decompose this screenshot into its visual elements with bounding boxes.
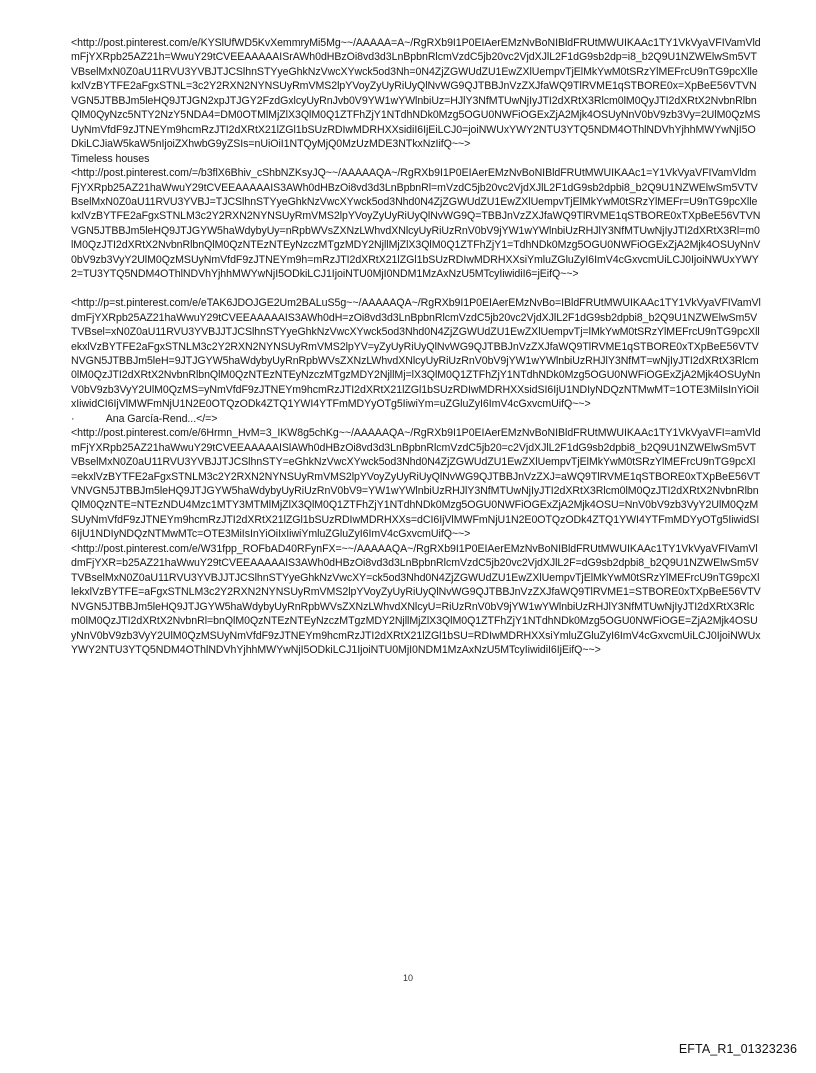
bullet-item-author: · Ana García-Rend...</=> (71, 412, 218, 425)
pinterest-link-paragraph: <http://post.pinterest.com/=/b3flX6Bhiv_cShbNZKsyJQ~~/AAAAAQA~/RgRXb9I1P0EIAerEMzNvBoNIBldFRUtMWUIKAAc1=Y1VkVyaVFIVamVldmFjYXRpb25AZ21haWwuY29tCVEEAAAAAIS3AWh0dHBzOi8vd3d3LnBpbnRl=mVzdC5jb20vc2VjdXJlL2F1dG9sb2dpbi8_b2Q9U1NZWElwSm5VTVBselMxN0Z0aU11RVU3YVBJ=TJCSlhnSTYyeGhkNzVwcXYwck5od3Nhd0N4ZjZGWUdZU1EwZXlUempvTjElMkYwM0tSRzYlMEFr=U9nTG9pcXllekxlVzBYTFE2aFgxSTNLM3c2Y2RXN2NYNSUyRmVMS2lpYVoyZyUyRiUyQlNvWG9Q=TBBJnVzZXJfaWQ9TlRVME1qSTBORE0xTXpBeE56VTVNVGN5JTBBJm5leHQ9JTJGYW5haWdybyUy=nRpbWVsZXNzLWhvdXNlcyUyRiUzRnV0bV9jYW1wYWlnbiUzRHJlY3NfMTUwNjIyJTI2dXRtX3Rl=m0lM0QzJTI2dXRtX2NvbnRlbnQlM0QzNTEzNTEyNzczMTgzMDY2NjllMjZlX3QlM0Q1ZTFhZjY1=TdhNDk0Mzg5OGU0NWFiOGExZjA2Mjk4OSUyNnV0bV9zb3VyY2UlM0QzMSUyNmVfdF9zJTNEYm9h=mRzJTI2dXRtX21lZGl1bSUzRDIwMDRHXXsiYmluZGluZyI6ImV4cGxvcmUiLCJ0IjoiNWUxYWY2=TU3YTQ5NDM4OThlNDVhYjhhMWYwNjI5ODkiLCJ1IjoiNTU0MjI0NDM1MzAxNzU5MTcyIiwidiI6=jEifQ~~> (71, 167, 761, 281)
document-body (71, 36, 761, 657)
pinterest-link-paragraph: <http://post.pinterest.com/e/KYSlUfWD5KvXemmryMi5Mg~~/AAAAA=A~/RgRXb9I1P0EIAerEMzNvBoNIBldFRUtMWUIKAAc1TY1VkVyaVFIVamVldmFjYXRpb25AZ21h=WwuY29tCVEEAAAAAISrAWh0dHBzOi8vd3d3LnBpbnRlcmVzdC5jb20vc2VjdXJlL2F1dG9sb2dp=i8_b2Q9U1NZWElwSm5VTVBselMxN0Z0aU11RVU3YVBJTJCSlhnSTYyeGhkNzVwcXYwck5od3Nh=0N4ZjZGWUdZU1EwZXlUempvTjElMkYwM0tSRzYlMEFrcU9nTG9pcXllekxlVzBYTFE2aFgxSTNL=3c2Y2RXN2NYNSUyRmVMS2lpYVoyZyUyRiUyQlNvWG9QJTBBJnVzZXJfaWQ9TlRVME1qSTBORE0x=XpBeE56VTVNVGN5JTBBJm5leHQ9JTJGN2xpJTJGY2FzdGxlcyUyRnJvb0V9YW1wYWlnbiUz=HJlY3NfMTUwNjIyJTI2dXRtX3Rlcm0lM0QyJTI2dXRtX2NvbnRlbnQlM0QyNzc5NTY2NzY5NDA4=DM0OTMlMjZlX3QlM0Q1ZTFhZjY1NTdhNDk0Mzg5OGU0NWFiOGExZjA2Mjk4OSUyNnV0bV9zb3Vy=2UlM0QzMSUyNmVfdF9zJTNEYm9hcmRzJTI2dXRtX21lZGl1bSUzRDIwMDRHXXsidiI6IjEiLCJ0=joiNWUxYWY2NTU3YTQ5NDM4OThlNDVhYjhhMWYwNjI5ODkiLCJiaW5kaW5nIjoiZXhwbG9yZSIs=nUiOiI1NTQyMjQ0MzUzMDE3NTkxNzIifQ~~> (71, 37, 761, 151)
document-id-footer: EFTA_R1_01323236 (678, 1042, 797, 1056)
pinterest-link-paragraph: <http://p=st.pinterest.com/e/eTAK6JDOJGE2Um2BALuS5g~~/AAAAAQA~/RgRXb9I1P0EIAerEMzNvBo=IBldFRUtMWUIKAAc1TY1VkVyaVFIVamVldmFjYXRpb25AZ21haWwuY29tCVEEAAAAAIS3AWh0dH=zOi8vd3d3LnBpbnRlcmVzdC5jb20vc2VjdXJlL2F1dG9sb2dpbi8_b2Q9U1NZWElwSm5VTVBsel=xN0Z0aU11RVU3YVBJJTJCSlhnSTYyeGhkNzVwcXYwck5od3Nhd0N4ZjZGWUdZU1EwZXlUempvTj=lMkYwM0tSRzYlMEFrcU9nTG9pcXllekxlVzBYTFE2aFgxSTNLM3c2Y2RXN2NYNSUyRmVMS2lpYV=yZyUyRiUyQlNvWG9QJTBBJnVzZXJfaWQ9TlRVME1qSTBORE0xTXpBeE56VTVNVGN5JTBBJm5leH=9JTJGYW5haWdybyUyRnRpbWVsZXNzLWhvdXNlcyUyRiUzRnV0bV9jYW1wYWlnbiUzRHJlY3NfMT=wNjIyJTI2dXRtX3Rlcm0lM0QzJTI2dXRtX2NvbnRlbnQlM0QzNTEzNTEyNzczMTgzMDY2NjllMj=lX3QlM0Q1ZTFhZjY1NTdhNDk0Mzg5OGU0NWFiOGExZjA2Mjk4OSUyNnV0bV9zb3VyY2UlM0QzMS=yNmVfdF9zJTNEYm9hcmRzJTI2dXRtX21lZGl1bSUzRDIwMDRHXXsidSI6IjU1NDIyNDQzNTMwMT=1OTE3MiIsInYiOiIxIiwidCI6IjVlMWFmNjU1N2E0OTQzODk4ZTQ1YWI4YTFmMDYyOTg5IiwiYm=uZGluZyI6ImV4cGxvcmUifQ~~> (71, 297, 761, 411)
page-number: 10 (402, 973, 413, 983)
pinterest-link-paragraph: <http://post.pinterest.com/e/6Hrmn_HvM=3_IKW8g5chKg~~/AAAAAQA~/RgRXb9I1P0EIAerEMzNvBoNIBldFRUtMWUIKAAc1TY1VkVyaVFI=amVldmFjYXRpb25AZ21haWwuY29tCVEEAAAAAISlAWh0dHBzOi8vd3d3LnBpbnRlcmVzdC5jb20=c2VjdXJlL2F1dG9sb2dpbi8_b2Q9U1NZWElwSm5VTVBselMxN0Z0aU11RVU3YVBJJTJCSlhnSTY=eGhkNzVwcXYwck5od3Nhd0N4ZjZGWUdZU1EwZXlUempvTjElMkYwM0tSRzYlMEFrcU9nTG9pcXl=ekxlVzBYTFE2aFgxSTNLM3c2Y2RXN2NYNSUyRmVMS2lpYVoyZyUyRiUyQlNvWG9QJTBBJnVzZXJ=aWQ9TlRVME1qSTBORE0xTXpBeE56VTVNVGN5JTBBJm5leHQ9JTJGYW5haWdybyUyRiUzRnV0bV9=YW1wYWlnbiUzRHJlY3NfMTUwNjIyJTI2dXRtX3Rlcm0lM0QzJTI2dXRtX2NvbnRlbnQlM0QzNTE=NTEzNDU4Mzc1MTY3MTMlMjZlX3QlM0Q1ZTFhZjY1NTdhNDk0Mzg5OGU0NWFiOGExZjA2Mjk4OSU=NnV0bV9zb3VyY2UlM0QzMSUyNmVfdF9zJTNEYm9hcmRzJTI2dXRtX21lZGl1bSUzRDIwMDRHXXs=dCI6IjVlMWFmNjU1N2E0OTQzODk4ZTQ1YWI4YTFmMDYyOTg5IiwidSI6IjU1NDIyNDQzNTMwMTc=OTE3MiIsInYiOiIxIiwiYmluZGluZyI6ImV4cGxvcmUifQ~~> (71, 427, 761, 541)
pinterest-link-paragraph: <http://post.pinterest.com/e/W31fpp_ROFbAD40RFynFX=~~/AAAAAQA~/RgRXb9I1P0EIAerEMzNvBoNIBldFRUtMWUIKAAc1TY1VkVyaVFIVamVldmFjYXR=b25AZ21haWwuY29tCVEEAAAAAIS3AWh0dHBzOi8vd3d3LnBpbnRlcmVzdC5jb20vc2VjdXJlL2F=dG9sb2dpbi8_b2Q9U1NZWElwSm5VTVBselMxN0Z0aU11RVU3YVBJJTJCSlhnSTYyeGhkNzVwcXY=ck5od3Nhd0N4ZjZGWUdZU1EwZXlUempvTjElMkYwM0tSRzYlMEFrcU9nTG9pcXllekxlVzBYTFE=aFgxSTNLM3c2Y2RXN2NYNSUyRmVMS2lpYVoyZyUyRiUyQlNvWG9QJTBBJnVzZXJfaWQ9TlRVME1=STBORE0xTXpBeE56VTVNVGN5JTBBJm5leHQ9JTJGYW5haWdybyUyRnRpbWVsZXNzLWhvdXNlcyU=RiUzRnV0bV9jYW1wYWlnbiUzRHJlY3NfMTUwNjIyJTI2dXRtX3Rlcm0lM0QzJTI2dXRtX2NvbnRl=bnQlM0QzNTEzNTEyNzczMTgzMDY2NjllMjZlX3QlM0Q1ZTFhZjY1NTdhNDk0Mzg5OGU0NWFiOGE=ZjA2Mjk4OSUyNnV0bV9zb3VyY2UlM0QzMSUyNmVfdF9zJTNEYm9hcmRzJTI2dXRtX21lZGl1bSU=RDIwMDRHXXsiYmluZGluZyI6ImV4cGxvcmUiLCJ0IjoiNWUxYWY2NTU3YTQ5NDM4OThlNDVhYjhhMWYwNjI5ODkiLCJ1IjoiNTU0MjI0NDM1MzAxNzU5MTcyIiwidiI6IjEifQ~~> (71, 542, 761, 657)
section-heading-timeless-houses: Timeless houses (71, 152, 150, 165)
paragraph-spacer (71, 282, 761, 296)
